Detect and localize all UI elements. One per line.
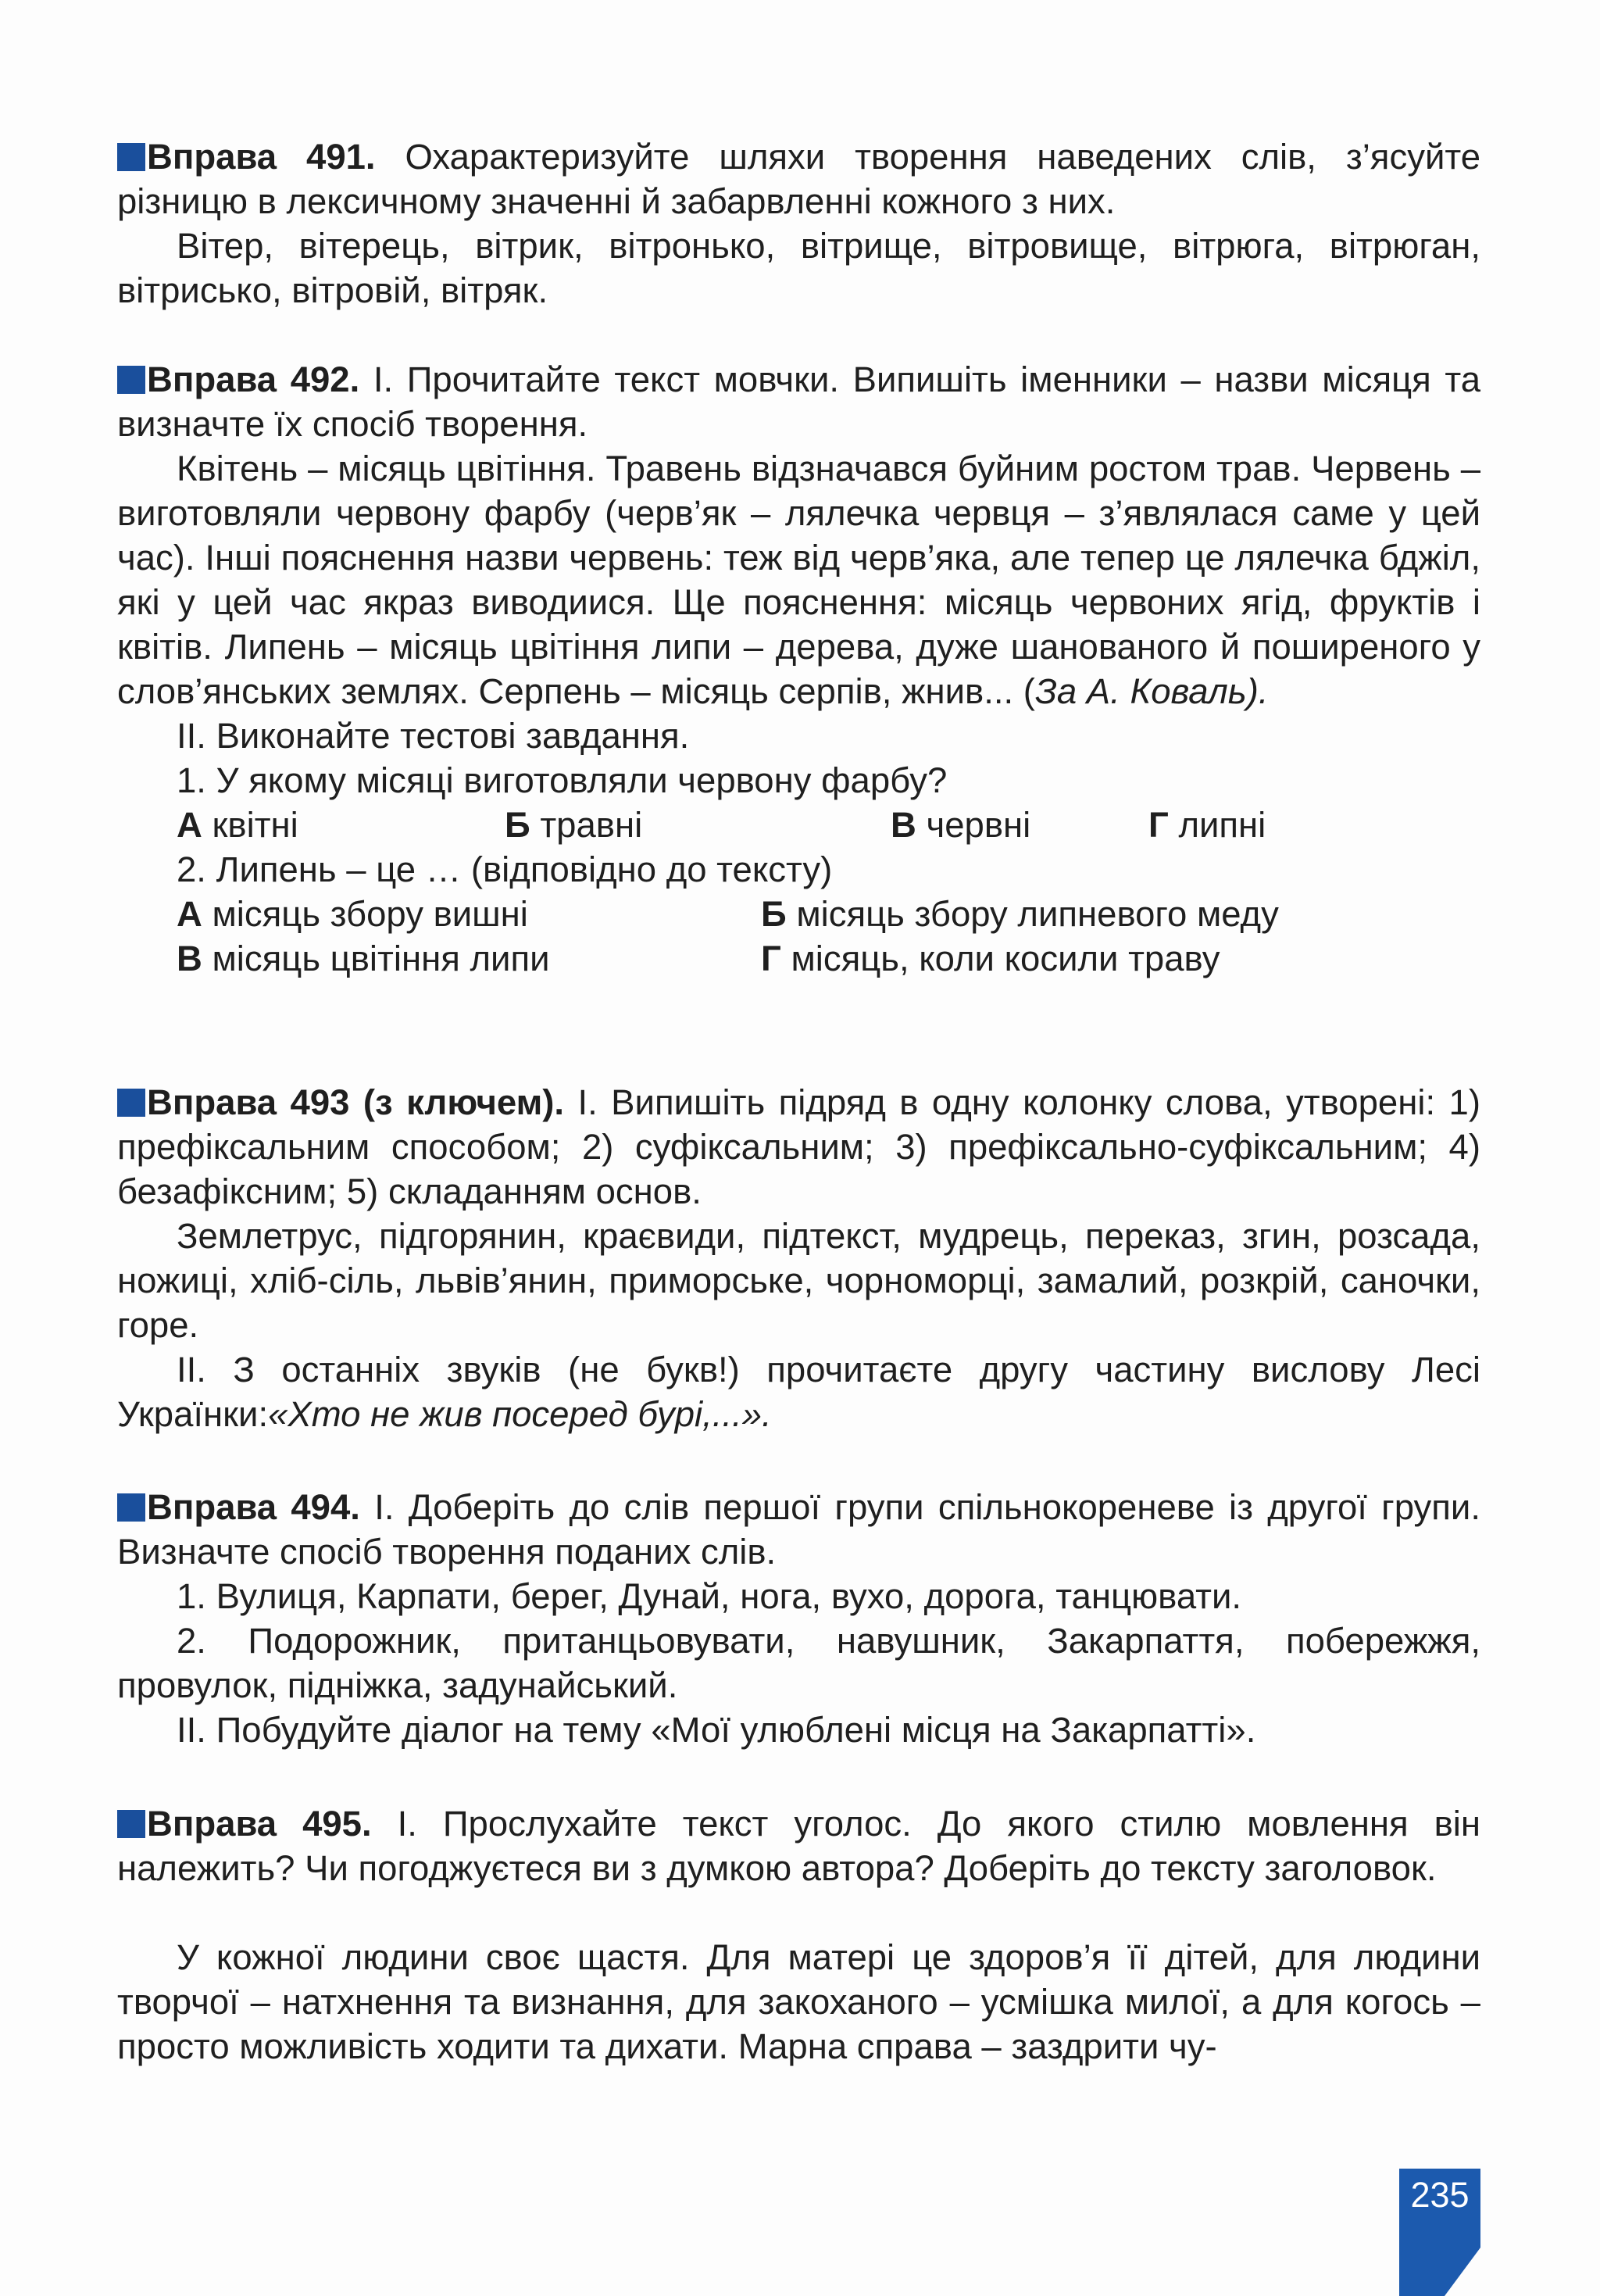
exercise-495-task — [117, 1801, 1480, 1890]
exercise-492-part2: ІІ. Виконайте тестові завдання. — [177, 716, 690, 756]
exercise-492 — [117, 357, 1480, 981]
exercise-493-words: Землетрус, підгорянин, краєвиди, підтекст, мудрець, переказ, згин, розсада, ножиці, хліб-сіль, львів’янин, приморське, чорноморці, замалий, розкрій, саночки, горе. — [117, 1216, 1480, 1345]
exercise-493-part2: ІІ. З останніх звуків (не букв!) прочитаєте другу частину вислову Лесі Українки:«Хто не жив посеред бурі,...». — [117, 1350, 1480, 1434]
exercise-491-words: Вітер, вітерець, вітрик, вітронько, вітрище, вітровище, вітрюга, вітрюган, вітрисько, вітровій, вітряк. — [117, 226, 1480, 310]
exercise-494-group-1: 1. Вулиця, Карпати, берег, Дунай, нога, вухо, дорога, танцювати. — [177, 1576, 1242, 1616]
lesya-ukrainka-quote: «Хто не жив посеред бурі,...». — [268, 1394, 772, 1434]
exercise-495-heading: Вправа 495. — [147, 1804, 372, 1844]
exercise-494-task — [117, 1485, 1480, 1574]
exercise-493-heading: Вправа 493 (з ключем). — [147, 1082, 565, 1122]
exercise-495-text: У кожної людини своє щастя. Для матері це здоров’я її дітей, для людини творчої – натхнення та визнання, для закоханого – усмішка милої, а для когось – просто можливість ходити та дихати. Марна справа – заздрити чу- — [117, 1937, 1480, 2066]
exercise-493-instruction: І. Випишіть підряд в одну колонку слова, утворені: 1) префіксальним способом; 2) суфіксальним; 3) префіксально-суфіксальним; 4) безафіксним; 5) складанням основ. — [117, 1082, 1480, 1211]
question-2-options-row-1 — [117, 892, 1480, 936]
exercise-491-heading: Вправа 491. — [147, 137, 376, 177]
option-a: А квітні — [177, 805, 298, 845]
option-v: В червні — [891, 805, 1031, 845]
option-a: А місяць збору вишні — [177, 894, 528, 934]
exercise-493-task — [117, 1080, 1480, 1214]
page-number: 235 — [1410, 2175, 1470, 2215]
exercise-492-instruction: І. Прочитайте текст мовчки. Випишіть іменники – назви місяця та визначте їх спосіб творення. — [117, 359, 1480, 444]
option-b: Б травні — [505, 805, 643, 845]
page-number-tab — [1399, 2169, 1480, 2296]
exercise-492-question-2: 2. Липень – це … (відповідно до тексту) — [177, 849, 833, 889]
option-v: В місяць цвітіння липи — [177, 939, 550, 978]
question-1-options — [117, 803, 1480, 847]
square-bullet-icon — [117, 1089, 145, 1117]
exercise-494-heading: Вправа 494. — [147, 1487, 360, 1527]
exercise-491-instruction: Охарактеризуйте шляхи творення наведених слів, з’ясуйте різницю в лексичному значенні й забарвленні кожного з них. — [117, 137, 1480, 221]
exercise-494 — [117, 1485, 1480, 1752]
exercise-491 — [117, 134, 1480, 313]
exercise-492-heading: Вправа 492. — [147, 359, 360, 399]
exercise-495-instruction: І. Прослухайте текст уголос. До якого стилю мовлення він належить? Чи погоджуєтеся ви з думкою автора? Доберіть до тексту заголовок. — [117, 1804, 1481, 1888]
exercise-491-task — [117, 134, 1480, 224]
option-h: Г липні — [1148, 805, 1266, 845]
exercise-492-passage: Квітень – місяць цвітіння. Травень відзначався буйним ростом трав. Червень – виготовляли червону фарбу (черв’як – лялечка червця – з’являлася саме у цей час). Інші пояснення назви червень: теж від черв’яка, але тепер це лялечка бджіл, які у цей час якраз виводиися. Ще пояснення: місяць червоних ягід, фруктів і квітів. Липень – місяць цвітіння липи – дерева, дуже шанованого й поширеного у слов’янських землях. Серпень – місяць серпів, жнив... ( — [117, 449, 1480, 711]
exercise-494-part2: ІІ. Побудуйте діалог на тему «Мої улюблені місця на Закарпатті». — [177, 1710, 1256, 1750]
square-bullet-icon — [117, 1493, 145, 1522]
exercise-492-text — [117, 446, 1480, 713]
option-h: Г місяць, коли косили траву — [761, 939, 1220, 978]
question-2-options-row-2 — [117, 936, 1480, 981]
folded-corner-icon — [1445, 2248, 1480, 2296]
exercise-494-group-2: 2. Подорожник, пританцьовувати, навушник, Закарпаття, побережжя, провулок, підніжка, задунайський. — [117, 1621, 1480, 1705]
square-bullet-icon — [117, 143, 145, 171]
square-bullet-icon — [117, 1810, 145, 1838]
exercise-495 — [117, 1801, 1480, 2069]
exercise-494-instruction: І. Доберіть до слів першої групи спільнокореневе із другої групи. Визначте спосіб творення поданих слів. — [117, 1487, 1480, 1572]
option-b: Б місяць збору липневого меду — [761, 894, 1279, 934]
exercise-492-question-1: 1. У якому місяці виготовляли червону фарбу? — [177, 760, 948, 800]
exercise-492-source: За А. Коваль). — [1034, 671, 1269, 711]
exercise-492-task — [117, 357, 1480, 446]
exercise-493 — [117, 1080, 1480, 1436]
square-bullet-icon — [117, 366, 145, 394]
